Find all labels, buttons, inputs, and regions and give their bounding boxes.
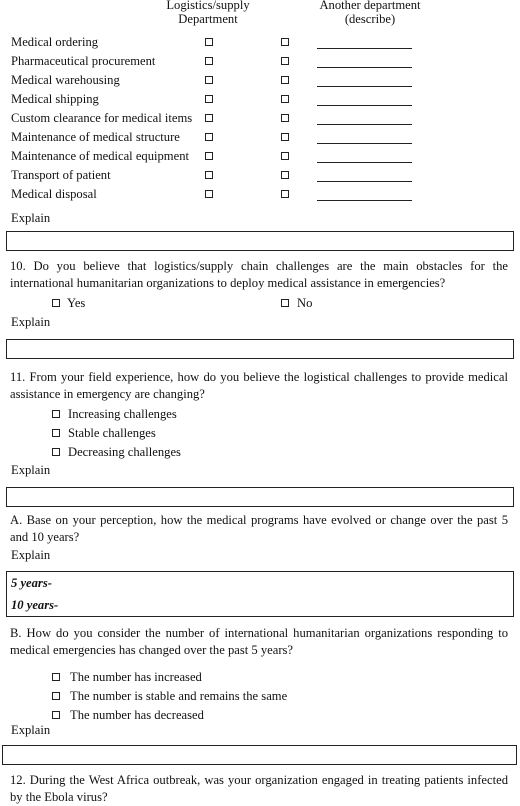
describe-line[interactable] [317,67,412,68]
option-yes-label: Yes [67,296,86,310]
describe-line[interactable] [317,48,412,49]
row-label: Transport of patient [11,168,111,182]
checkbox-other[interactable] [281,171,289,179]
option-stable-label: Stable challenges [68,426,156,440]
row-label: Maintenance of medical equipment [11,149,189,163]
header-other-line1: Another department [319,0,421,12]
question-10: 10. Do you believe that logistics/supply chain challenges are the main obstacles for the international humanitarian organizations to deploy medical assistance in emergencies? [10,259,508,290]
describe-line[interactable] [317,181,412,182]
describe-line[interactable] [317,86,412,87]
explain-label: Explain [11,315,51,329]
checkbox-stable-number[interactable] [52,692,60,700]
checkbox-other[interactable] [281,57,289,65]
checkbox-other[interactable] [281,190,289,198]
header-logistics-line1: Logistics/supply [166,0,250,12]
question-b: B. How do you consider the number of international humanitarian organizations responding to medical emergencies has changed over the past 5 years? [10,626,508,657]
ten-years-label: 10 years- [11,598,59,612]
header-logistics [150,0,266,26]
checkbox-logistics[interactable] [205,171,213,179]
checkbox-other[interactable] [281,133,289,141]
checkbox-logistics[interactable] [205,190,213,198]
checkbox-no[interactable] [281,299,289,307]
option-increased-label: The number has increased [70,670,202,684]
header-logistics-line2: Department [178,12,238,26]
checkbox-other[interactable] [281,95,289,103]
describe-line[interactable] [317,124,412,125]
checkbox-decreased[interactable] [52,711,60,719]
explain-label: Explain [11,211,51,225]
checkbox-yes[interactable] [52,299,60,307]
row-label: Custom clearance for medical items [11,111,193,125]
question-11: 11. From your field experience, how do you believe the logistical challenges to provide medical assistance in emergency are changing? [10,370,508,401]
explain-box[interactable] [6,339,514,359]
checkbox-logistics[interactable] [205,57,213,65]
row-label: Medical warehousing [11,73,120,87]
row-label: Medical disposal [11,187,97,201]
option-no-label: No [297,296,313,310]
describe-line[interactable] [317,105,412,106]
option-decreasing-label: Decreasing challenges [68,445,181,459]
checkbox-other[interactable] [281,114,289,122]
checkbox-stable[interactable] [52,429,60,437]
row-label: Medical shipping [11,92,99,106]
describe-line[interactable] [317,143,412,144]
checkbox-logistics[interactable] [205,114,213,122]
explain-label: Explain [11,723,51,737]
explain-box[interactable] [6,487,514,507]
checkbox-logistics[interactable] [205,76,213,84]
row-label: Maintenance of medical structure [11,130,180,144]
option-decreased-label: The number has decreased [70,708,204,722]
checkbox-decreasing[interactable] [52,448,60,456]
explain-box[interactable] [6,231,514,251]
explain-box[interactable] [2,745,517,765]
checkbox-increasing[interactable] [52,410,60,418]
checkbox-logistics[interactable] [205,152,213,160]
option-increasing-label: Increasing challenges [68,407,177,421]
checkbox-increased[interactable] [52,673,60,681]
checkbox-logistics[interactable] [205,133,213,141]
row-label: Pharmaceutical procurement [11,54,156,68]
header-other-line2: (describe) [344,12,396,26]
checkbox-logistics[interactable] [205,38,213,46]
checkbox-other[interactable] [281,152,289,160]
explain-label: Explain [11,548,51,562]
years-answer-box[interactable] [6,571,514,617]
checkbox-logistics[interactable] [205,95,213,103]
describe-line[interactable] [317,162,412,163]
option-stable-number-label: The number is stable and remains the same [70,689,288,703]
header-other-department [305,0,435,26]
checkbox-other[interactable] [281,38,289,46]
row-label: Medical ordering [11,35,99,49]
question-12: 12. During the West Africa outbreak, was your organization engaged in treating patients infected by the Ebola virus? [10,773,508,804]
describe-line[interactable] [317,200,412,201]
explain-label: Explain [11,463,51,477]
question-a: A. Base on your perception, how the medical programs have evolved or change over the past 5 and 10 years? [10,513,508,544]
checkbox-other[interactable] [281,76,289,84]
five-years-label: 5 years- [11,576,52,590]
